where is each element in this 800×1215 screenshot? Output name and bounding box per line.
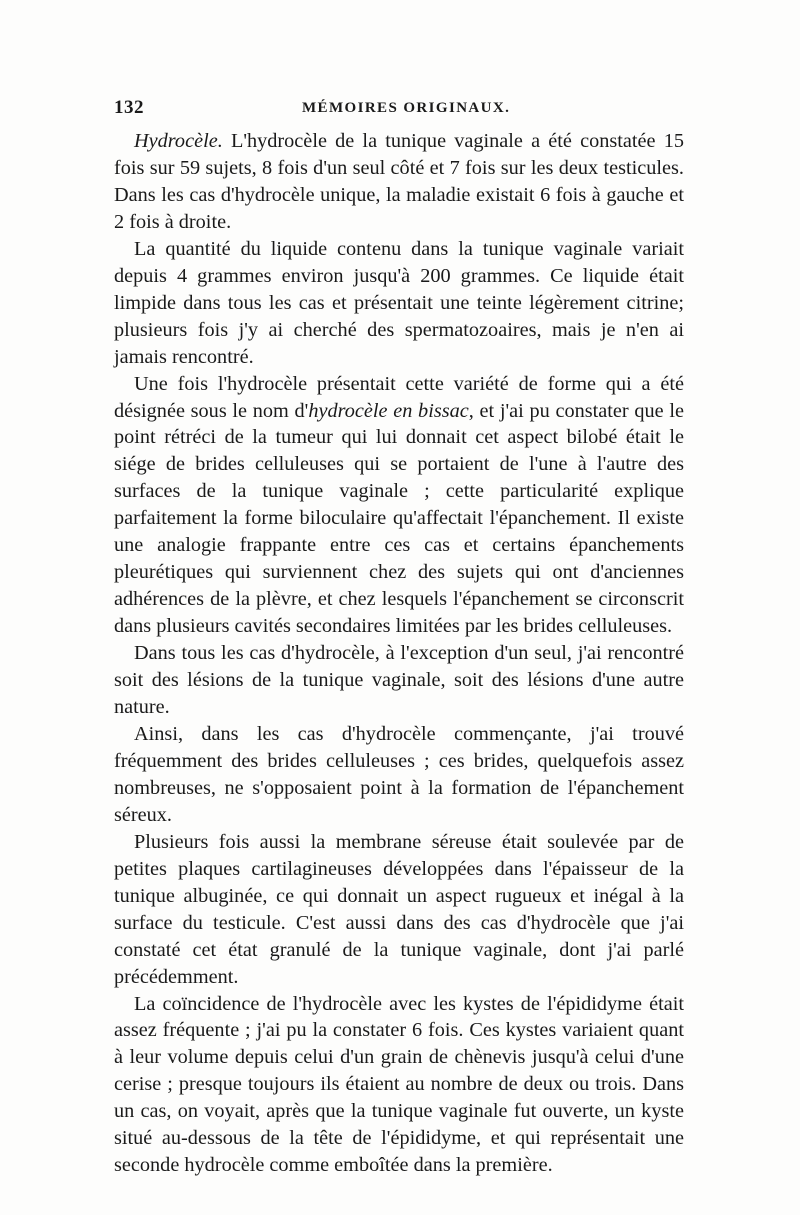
paragraph-text: Une fois l'hydrocèle présentait cette variété de forme qui a été désignée sous le nom d' [114, 372, 684, 422]
running-head: MÉMOIRES ORIGINAUX. [302, 100, 511, 116]
paragraph-lesions: Dans tous les cas d'hydrocèle, à l'exception d'un seul, j'ai rencontré soit des lésions de la tunique vaginale, soit des lésions d'une autre nature. [114, 642, 684, 719]
paragraph-brides: Ainsi, dans les cas d'hydrocèle commençante, j'ai trouvé fréquemment des brides celluleuses ; ces brides, quelquefois assez nombreuses, ne s'opposaient point à la formation de l'épanchement séreux. [114, 722, 684, 826]
italic-term: hydrocèle en bissac [308, 399, 469, 422]
paragraph-plaques: Plusieurs fois aussi la membrane séreuse était soulevée par de petites plaques cartilagineuses développées dans l'épaisseur de la tunique albuginée, ce qui donnait un aspect rugueux et inégal à la surface du testicule. C'est aussi dans des cas d'hydrocèle que j'ai constaté cet état granulé de la tunique vaginale, dont j'ai parlé précédemment. [114, 830, 684, 988]
paragraph-hydrocele-intro [114, 128, 684, 236]
paragraph-kystes: La coïncidence de l'hydrocèle avec les kystes de l'épididyme était assez fréquente ; j'ai pu la constater 6 fois. Ces kystes variaient quant à leur volume depuis celui d'un grain de chènevis jusqu'à celui d'une cerise ; presque toujours ils étaient au nombre de deux ou trois. Dans un cas, on voyait, après que la tunique vaginale fut ouverte, un kyste situé au-dessous de la tête de l'épididyme, et qui représentait une seconde hydrocèle comme emboîtée dans la première. [114, 992, 684, 1177]
body-text [114, 128, 684, 1179]
section-lead-italic: Hydrocèle. [134, 130, 223, 152]
paragraph-text: , et j'ai pu constater que le point rétréci de la tumeur qui lui donnait cet aspect bilobé était le siége de brides celluleuses qui se portaient de l'une à l'autre des surfaces de la tunique vaginale ; cette particularité explique parfaitement la forme biloculaire qu'affectait l'épanchement. Il existe une analogie frappante entre ces cas et certains épanchements pleurétiques qui surviennent chez des sujets qui ont d'anciennes adhérences de la plèvre, et chez lesquels l'épanchement se circonscrit dans plusieurs cavités secondaires limitées par les brides celluleuses. [114, 399, 684, 638]
paragraph-text: L'hydrocèle de la tunique vaginale a été constatée 15 fois sur 59 sujets, 8 fois d'un seul côté et 7 fois sur les deux testicules. Dans les cas d'hydrocèle unique, la maladie existait 6 fois à gauche et 2 fois à droite. [114, 130, 684, 233]
page-number: 132 [114, 97, 144, 118]
paragraph-bissac [114, 371, 684, 641]
page-header [114, 97, 684, 121]
paragraph-liquid-quantity: La quantité du liquide contenu dans la tunique vaginale variait depuis 4 grammes environ jusqu'à 200 grammes. Ce liquide était limpide dans tous les cas et présentait une teinte légèrement citrine; plusieurs fois j'y ai cherché des spermatozoaires, mais je n'en ai jamais rencontré. [114, 237, 684, 368]
